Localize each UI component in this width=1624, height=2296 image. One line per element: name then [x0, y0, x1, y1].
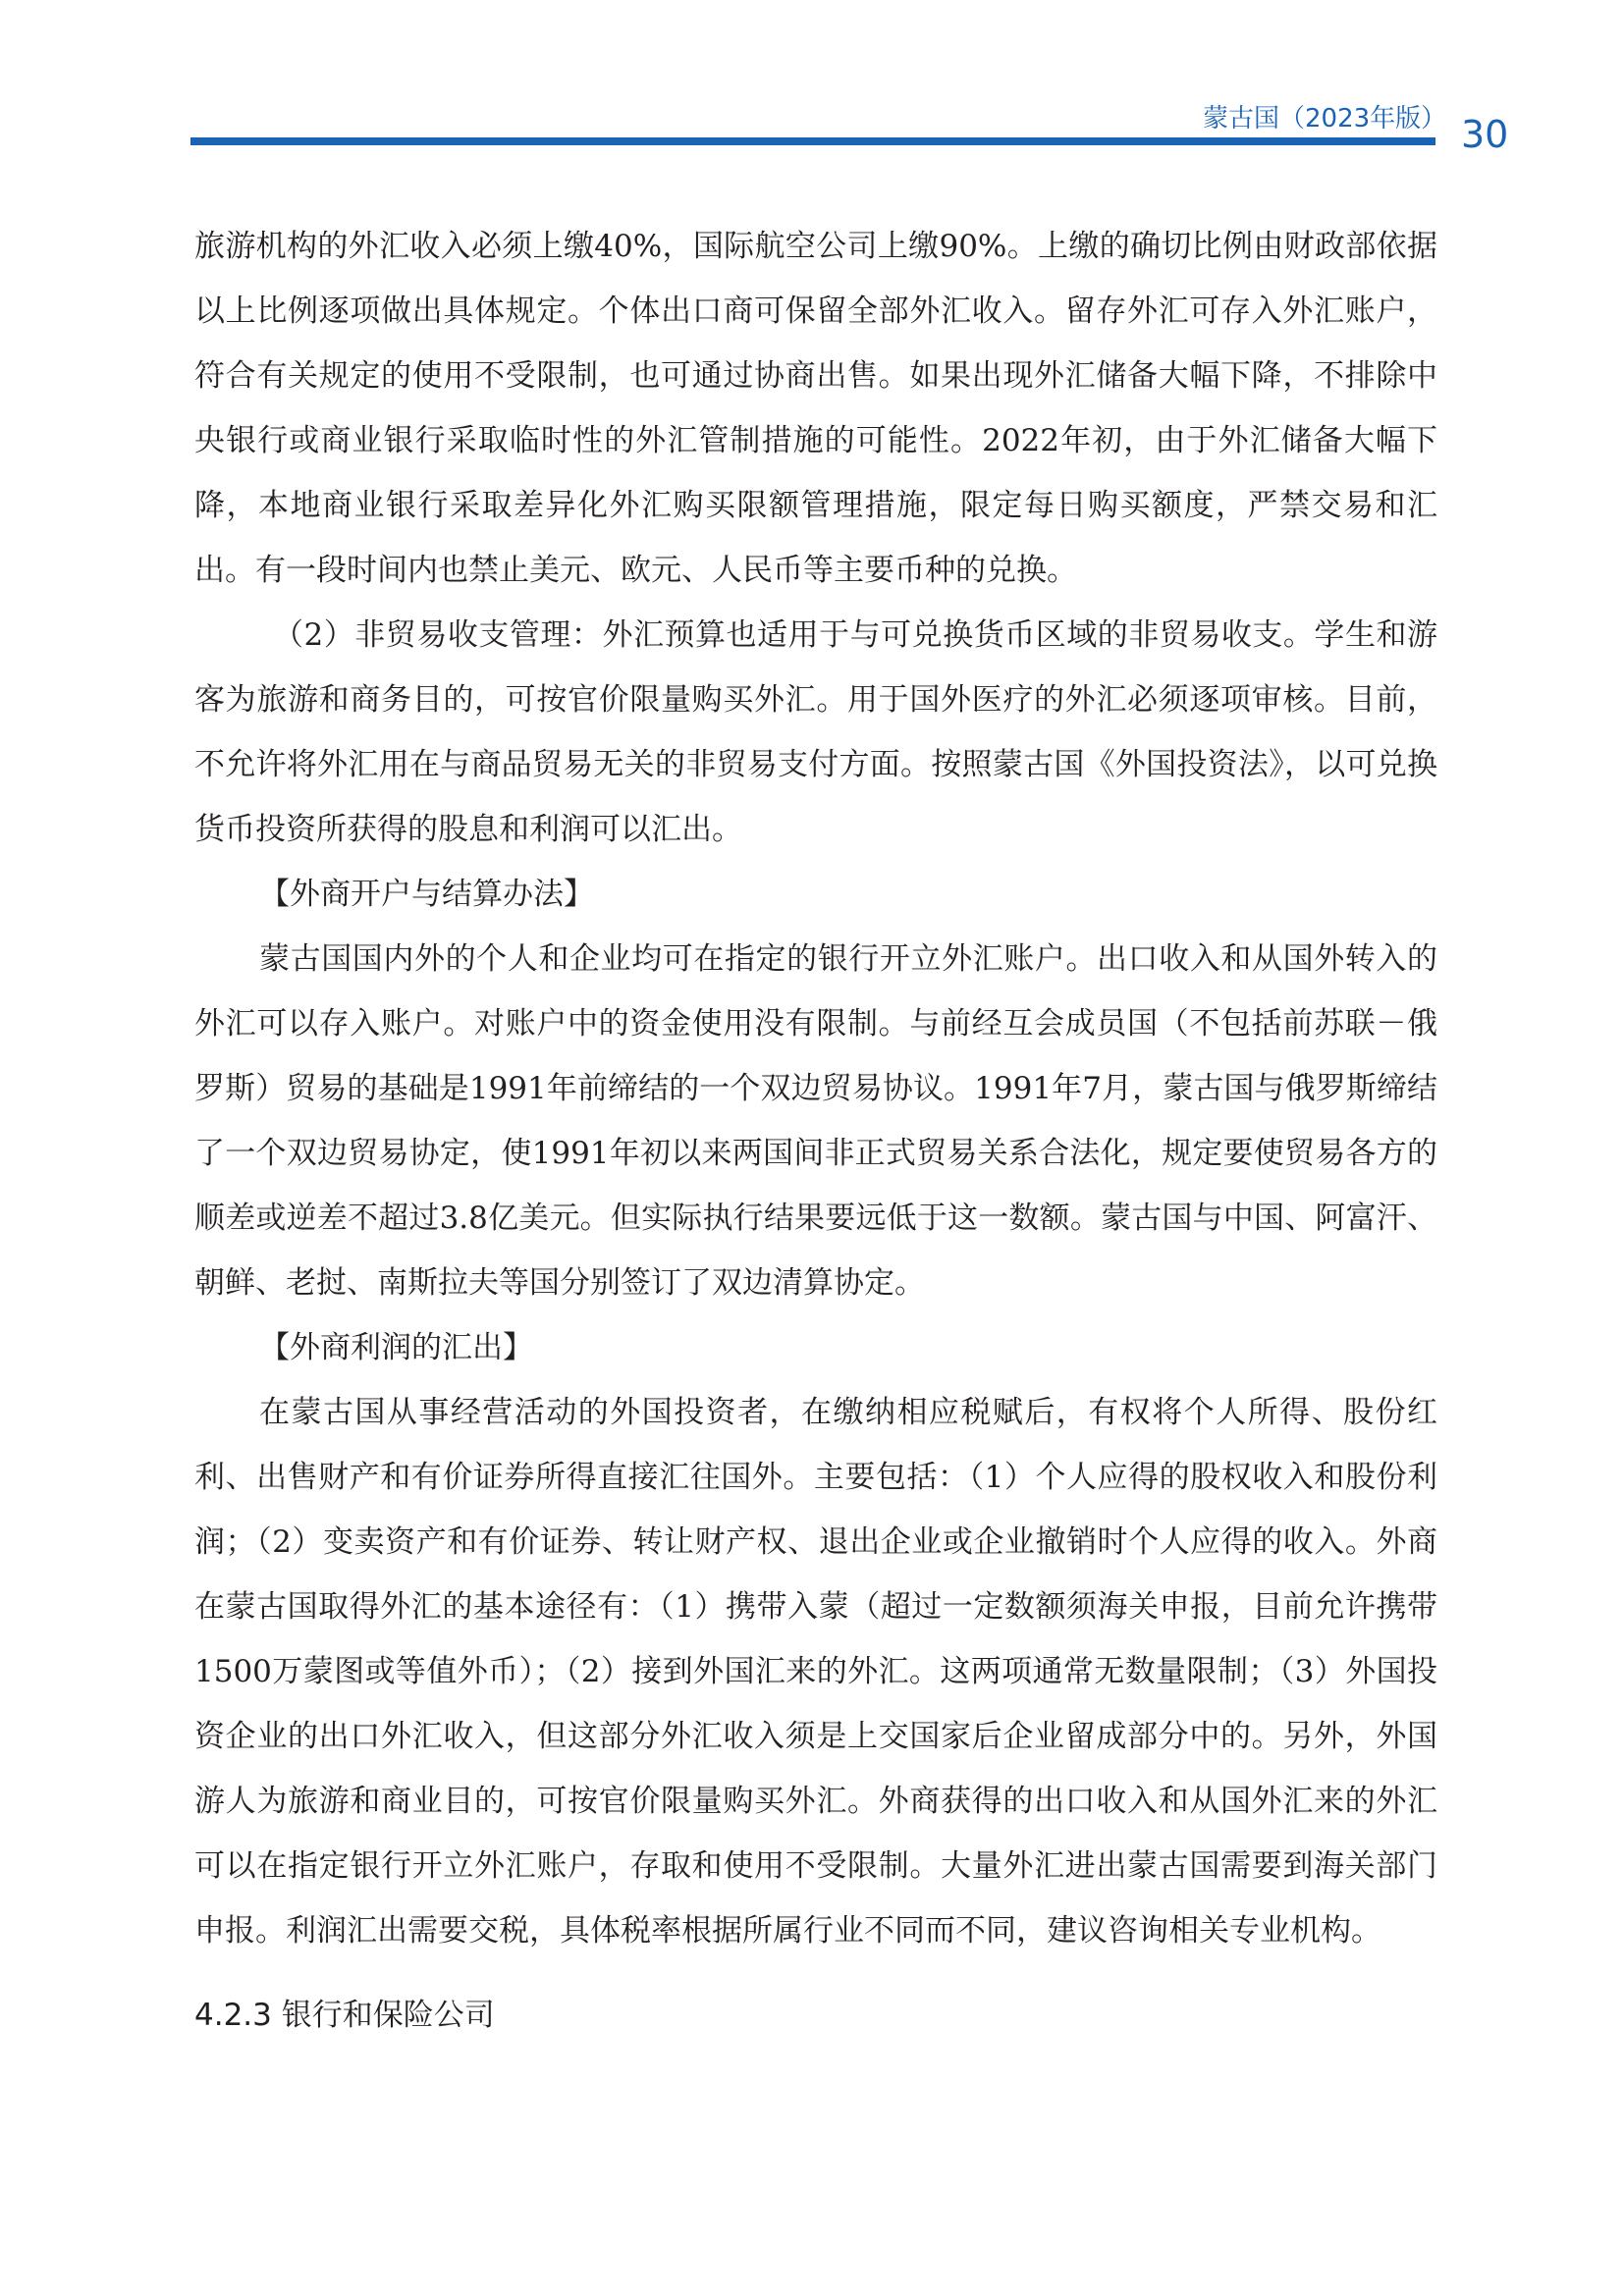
paragraph-3: 蒙古国国内外的个人和企业均可在指定的银行开立外汇账户。出口收入和从国外转入的外汇可以存入账户。对账户中的资金使用没有限制。与前经互会成员国（不包括前苏联－俄罗斯）贸易的基础是1991年前缔结的一个双边贸易协议。1991年7月，蒙古国与俄罗斯缔结了一个双边贸易协定，使1991年初以来两国间非正式贸易关系合法化，规定要使贸易各方的顺差或逆差不超过3.8亿美元。但实际执行结果要远低于这一数额。蒙古国与中国、阿富汗、朝鲜、老挝、南斯拉夫等国分别签订了双边清算协定。: [194, 941, 1437, 1301]
header-title: 蒙古国（2023年版）: [1203, 104, 1447, 133]
subsection-account-opening: 【外商开户与结算办法】: [259, 877, 594, 912]
document-body: [194, 214, 1437, 2048]
page-number: 30: [1461, 113, 1509, 156]
header-rule: [190, 137, 1435, 145]
subsection-profit-remittance: 【外商利润的汇出】: [259, 1330, 533, 1365]
section-heading: 4.2.3 银行和保险公司: [194, 1998, 495, 2033]
paragraph-1: 旅游机构的外汇收入必须上缴40%，国际航空公司上缴90%。上缴的确切比例由财政部依据以上比例逐项做出具体规定。个体出口商可保留全部外汇收入。留存外汇可存入外汇账户，符合有关规定的使用不受限制，也可通过协商出售。如果出现外汇储备大幅下降，不排除中央银行或商业银行采取临时性的外汇管制措施的可能性。2022年初，由于外汇储备大幅下降，本地商业银行采取差异化外汇购买限额管理措施，限定每日购买额度，严禁交易和汇出。有一段时间内也禁止美元、欧元、人民币等主要币种的兑换。: [194, 229, 1437, 588]
paragraph-2: （2）非贸易收支管理：外汇预算也适用于与可兑换货币区域的非贸易收支。学生和游客为旅游和商务目的，可按官价限量购买外汇。用于国外医疗的外汇必须逐项审核。目前，不允许将外汇用在与商品贸易无关的非贸易支付方面。按照蒙古国《外国投资法》，以可兑换货币投资所获得的股息和利润可以汇出。: [194, 617, 1437, 847]
paragraph-4: 在蒙古国从事经营活动的外国投资者，在缴纳相应税赋后，有权将个人所得、股份红利、出售财产和有价证券所得直接汇往国外。主要包括：（1）个人应得的股权收入和股份利润；（2）变卖资产和有价证券、转让财产权、退出企业或企业撤销时个人应得的收入。外商在蒙古国取得外汇的基本途径有：（1）携带入蒙（超过一定数额须海关申报，目前允许携带1500万蒙图或等值外币）；（2）接到外国汇来的外汇。这两项通常无数量限制；（3）外国投资企业的出口外汇收入，但这部分外汇收入须是上交国家后企业留成部分中的。另外，外国游人为旅游和商业目的，可按官价限量购买外汇。外商获得的出口收入和从国外汇来的外汇可以在指定银行开立外汇账户，存取和使用不受限制。大量外汇进出蒙古国需要到海关部门申报。利润汇出需要交税，具体税率根据所属行业不同而不同，建议咨询相关专业机构。: [194, 1395, 1437, 1949]
